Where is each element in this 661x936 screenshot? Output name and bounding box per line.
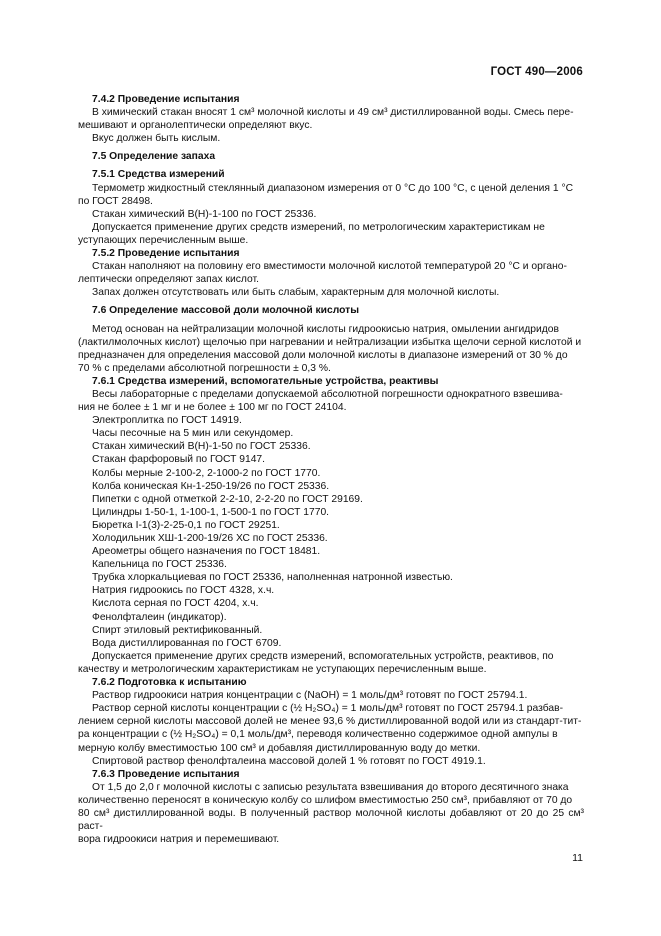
text-line: 80 см³ дистиллированной воды. В полученный раствор молочной кислоты добавляют от 20 до 25 см³ раст- bbox=[78, 807, 584, 833]
section-heading: 7.6 Определение массовой доли молочной кислоты bbox=[92, 305, 359, 317]
text-line: Трубка хлоркальциевая по ГОСТ 25336, наполненная натронной известью. bbox=[92, 572, 453, 584]
section-heading: 7.5 Определение запаха bbox=[92, 151, 216, 163]
page-number: 11 bbox=[572, 852, 583, 864]
section-heading: 7.6.2 Подготовка к испытанию bbox=[92, 677, 247, 689]
section-heading: 7.5.2 Проведение испытания bbox=[92, 248, 240, 260]
text-line: ра концентрации с (½ H₂SO₄) = 0,1 моль/дм³, переводя количественно содержимое одной ампулы в bbox=[78, 729, 558, 741]
text-line: по ГОСТ 28498. bbox=[78, 195, 153, 207]
text-line: Спиртовой раствор фенолфталеина массовой долей 1 % готовят по ГОСТ 4919.1. bbox=[92, 755, 486, 767]
text-line: Колбы мерные 2-100-2, 2-1000-2 по ГОСТ 1770. bbox=[92, 467, 321, 479]
text-line: уступающих перечисленным выше. bbox=[78, 234, 249, 246]
text-line: Допускается применение других средств измерений, по метрологическим характеристикам не bbox=[92, 221, 545, 233]
text-line: Пипетки с одной отметкой 2-2-10, 2-2-20 по ГОСТ 29169. bbox=[92, 493, 363, 505]
text-line: количественно переносят в коническую колбу со шлифом вместимостью 250 см³, прибавляют от 70 до bbox=[78, 794, 573, 806]
text-line: вора гидроокиси натрия и перемешивают. bbox=[78, 834, 280, 846]
text-line: Запах должен отсутствовать или быть слабым, характерным для молочной кислоты. bbox=[92, 287, 500, 299]
text-line: Бюретка I-1(3)-2-25-0,1 по ГОСТ 29251. bbox=[92, 519, 280, 531]
text-line: Вкус должен быть кислым. bbox=[92, 133, 221, 145]
text-line: 70 % с пределами абсолютной погрешности ± 0,3 %. bbox=[78, 362, 331, 374]
text-line: Часы песочные на 5 мин или секундомер. bbox=[92, 428, 294, 440]
text-line: Спирт этиловый ректификованный. bbox=[92, 624, 263, 636]
text-line: ния не более ± 1 мг и не более ± 100 мг по ГОСТ 24104. bbox=[78, 402, 347, 414]
text-line: Стакан фарфоровый по ГОСТ 9147. bbox=[92, 454, 266, 466]
section-heading: 7.5.1 Средства измерений bbox=[92, 169, 225, 181]
text-line: (лактилмолочных кислот) щелочью при нагревании и нейтрализации избытка щелочи серной кислотой и bbox=[78, 336, 582, 348]
section-heading: 7.4.2 Проведение испытания bbox=[92, 94, 240, 105]
text-line: Весы лабораторные с пределами допускаемой абсолютной погрешности однократного взвешива- bbox=[92, 388, 563, 400]
text-line: предназначен для определения массовой доли молочной кислоты в диапазоне измерений от 30 % до bbox=[78, 349, 568, 361]
text-line: мерную колбу вместимостью 100 см³ и добавляя дистиллированную воду до метки. bbox=[78, 742, 481, 754]
text-line: Фенолфталеин (индикатор). bbox=[92, 611, 227, 623]
text-line: лением серной кислоты массовой долей не менее 93,6 % дистиллированной водой или из стандарт-тит- bbox=[78, 716, 582, 728]
document-body bbox=[78, 93, 584, 846]
text-line: Стакан химический В(Н)-1-100 по ГОСТ 25336. bbox=[92, 208, 317, 220]
section-heading: 7.6.1 Средства измерений, вспомогательные устройства, реактивы bbox=[92, 375, 439, 387]
text-line: мешивают и органолептически определяют вкус. bbox=[78, 120, 313, 132]
text-line: Колба коническая Кн-1-250-19/26 по ГОСТ 25336. bbox=[92, 480, 330, 492]
text-line: Ареометры общего назначения по ГОСТ 18481. bbox=[92, 546, 321, 558]
text-line: Термометр жидкостный стеклянный диапазоном измерения от 0 °С до 100 °С, с ценой деления 1 °С bbox=[92, 182, 574, 194]
text-line: От 1,5 до 2,0 г молочной кислоты с записью результата взвешивания до второго десятичного знака bbox=[92, 781, 569, 793]
text-line: Капельница по ГОСТ 25336. bbox=[92, 559, 227, 571]
text-line: Метод основан на нейтрализации молочной кислоты гидроокисью натрия, омылении ангидридов bbox=[92, 323, 559, 335]
text-line: Цилиндры 1-50-1, 1-100-1, 1-500-1 по ГОСТ 1770. bbox=[92, 506, 330, 518]
text-line: Натрия гидроокись по ГОСТ 4328, х.ч. bbox=[92, 585, 275, 597]
text-line: качеству и метрологическим характеристикам не уступающих перечисленным выше. bbox=[78, 663, 487, 675]
section-heading: 7.6.3 Проведение испытания bbox=[92, 768, 240, 780]
text-line: лептически определяют запах кислот. bbox=[78, 274, 259, 286]
text-line: Электроплитка по ГОСТ 14919. bbox=[92, 415, 242, 427]
text-line: Раствор серной кислоты концентрации с (½ H₂SO₄) = 1 моль/дм³ готовят по ГОСТ 25794.1 разбав- bbox=[92, 703, 564, 715]
text-line: В химический стакан вносят 1 см³ молочной кислоты и 49 см³ дистиллированной воды. Смесь пере- bbox=[92, 107, 574, 119]
text-line: Холодильник ХШ-1-200-19/26 ХС по ГОСТ 25336. bbox=[92, 533, 328, 544]
text-line: Стакан наполняют на половину его вместимости молочной кислотой температурой 20 °С и органо- bbox=[92, 261, 567, 273]
standard-header: ГОСТ 490—2006 bbox=[490, 66, 583, 78]
text-line: Кислота серная по ГОСТ 4204, х.ч. bbox=[92, 598, 259, 610]
text-line: Допускается применение других средств измерений, вспомогательных устройств, реактивов, по bbox=[92, 650, 554, 662]
text-line: Вода дистиллированная по ГОСТ 6709. bbox=[92, 637, 282, 649]
text-line: Раствор гидроокиси натрия концентрации с (NaOH) = 1 моль/дм³ готовят по ГОСТ 25794.1. bbox=[92, 690, 528, 702]
text-line: Стакан химический В(Н)-1-50 по ГОСТ 25336. bbox=[92, 441, 311, 453]
